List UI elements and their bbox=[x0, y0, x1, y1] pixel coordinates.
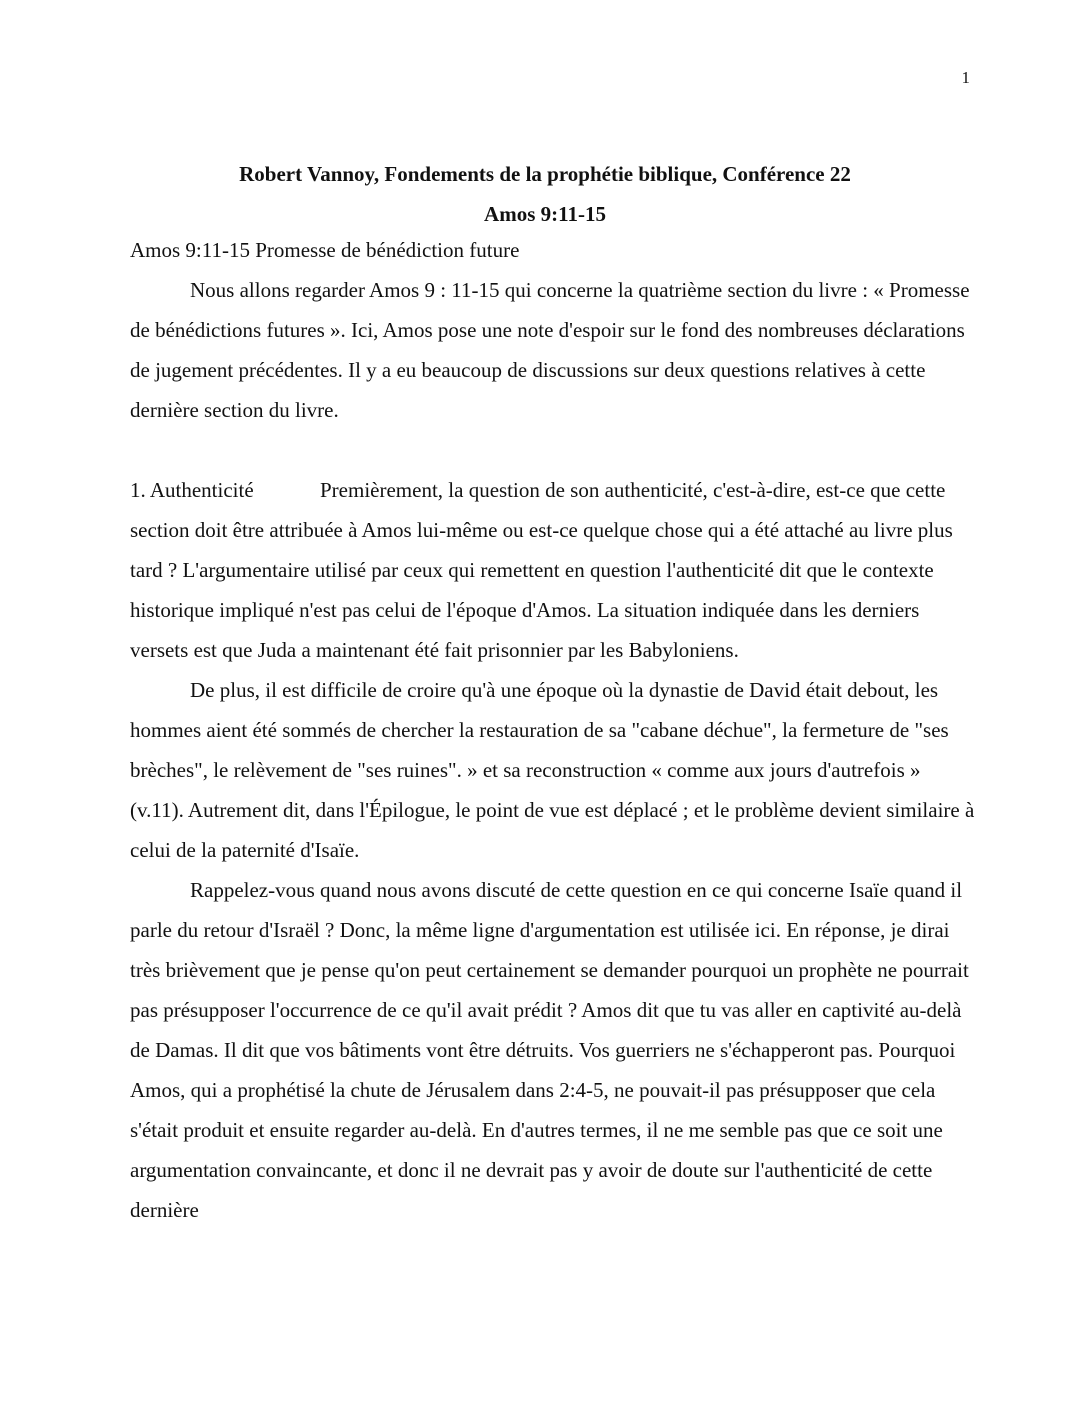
paragraph-gap bbox=[130, 430, 975, 470]
document-body bbox=[130, 230, 975, 1230]
section-heading: Amos 9:11-15 Promesse de bénédiction future bbox=[130, 238, 520, 262]
paragraph-authenticity-text: Premièrement, la question de son authenticité, c'est-à-dire, est-ce que cette section doit être attribuée à Amos lui-même ou est-ce quelque chose qui a été attaché au livre plus tard ? L'argumentaire utilisé par ceux qui remettent en question l'authenticité dit que le contexte historique impliqué n'est pas celui de l'époque d'Amos. La situation indiquée dans les derniers versets est que Juda a maintenant été fait prisonnier par les Babyloniens. bbox=[130, 478, 953, 662]
document-subtitle: Amos 9:11-15 bbox=[484, 202, 606, 226]
page-number: 1 bbox=[961, 68, 970, 87]
paragraph-authenticity bbox=[130, 470, 975, 670]
document-title-block bbox=[130, 154, 960, 234]
paragraph-david-dynasty: De plus, il est difficile de croire qu'à une époque où la dynastie de David était debout, les hommes aient été sommés de chercher la restauration de sa "cabane déchue", la fermeture de "ses brèches", le relèvement de "ses ruines". » et sa reconstruction « comme aux jours d'autrefois » (v.11). Autrement dit, dans l'Épilogue, le point de vue est déplacé ; et le problème devient similaire à celui de la paternité d'Isaïe. bbox=[130, 678, 975, 862]
subsection-heading: 1. Authenticité bbox=[130, 478, 254, 502]
paragraph-intro: Nous allons regarder Amos 9 : 11-15 qui concerne la quatrième section du livre : « Promesse de bénédictions futures ». Ici, Amos pose une note d'espoir sur le fond des nombreuses déclarations de jugement précédentes. Il y a eu beaucoup de discussions sur deux questions relatives à cette dernière section du livre. bbox=[130, 278, 970, 422]
paragraph-isaiah-comparison: Rappelez-vous quand nous avons discuté de cette question en ce qui concerne Isaïe quand il parle du retour d'Israël ? Donc, la même ligne d'argumentation est utilisée ici. En réponse, je dirai très brièvement que je pense qu'on peut certainement se demander pourquoi un prophète ne pourrait pas présupposer l'occurrence de ce qu'il avait prédit ? Amos dit que tu vas aller en captivité au-delà de Damas. Il dit que vos bâtiments vont être détruits. Vos guerriers ne s'échapperont pas. Pourquoi Amos, qui a prophétisé la chute de Jérusalem dans 2:4-5, ne pouvait-il pas présupposer que cela s'était produit et ensuite regarder au-delà. En d'autres termes, il ne me semble pas que ce soit une argumentation convaincante, et donc il ne devrait pas y avoir de doute sur l'authenticité de cette dernière bbox=[130, 878, 969, 1222]
document-title: Robert Vannoy, Fondements de la prophétie biblique, Conférence 22 bbox=[239, 162, 851, 186]
